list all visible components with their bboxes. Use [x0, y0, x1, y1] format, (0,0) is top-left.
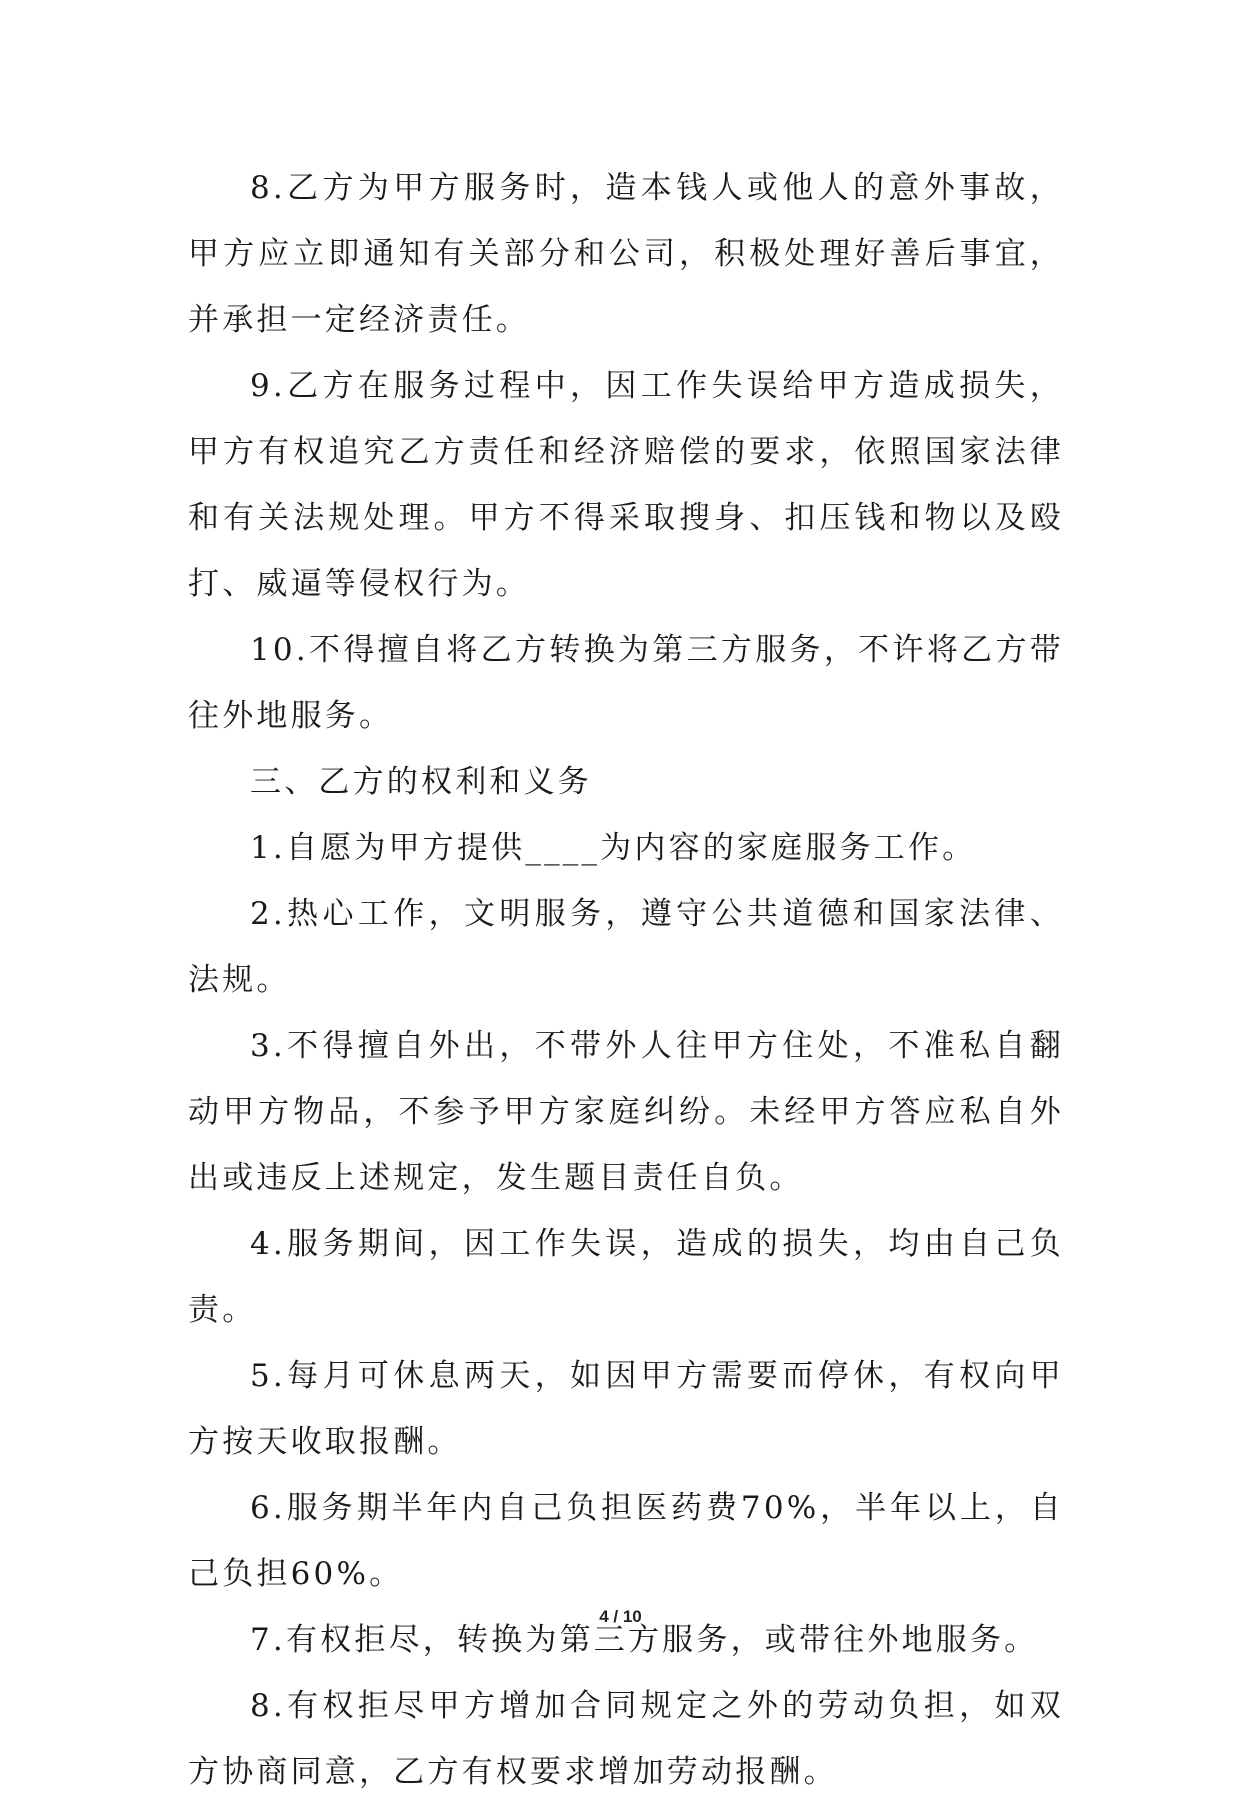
document-body: [188, 155, 1064, 1805]
paragraph-rest-days: 5.每月可休息两天，如因甲方需要而停休，有权向甲方按天收取报酬。: [188, 1358, 1064, 1460]
paragraph-no-transfer: 10.不得擅自将乙方转换为第三方服务，不许将乙方带往外地服务。: [188, 632, 1064, 734]
paragraph-voluntary-service: 1.自愿为甲方提供____为内容的家庭服务工作。: [250, 830, 977, 866]
paragraph-own-fault: 4.服务期间，因工作失误，造成的损失，均由自己负责。: [188, 1226, 1064, 1328]
paragraph-party-b-accident: 8.乙方为甲方服务时，造本钱人或他人的意外事故，甲方应立即通知有关部分和公司，积极处理好善后事宜，并承担一定经济责任。: [188, 170, 1064, 338]
section-heading-party-b-rights: 三、乙方的权利和义务: [250, 764, 592, 800]
paragraph-work-ethic: 2.热心工作，文明服务，遵守公共道德和国家法律、法规。: [188, 896, 1064, 998]
page-number: 4 / 10: [599, 1607, 642, 1626]
paragraph-medical-costs: 6.服务期半年内自己负担医药费70%，半年以上，自己负担60%。: [188, 1490, 1064, 1592]
paragraph-no-going-out: 3.不得擅自外出，不带外人往甲方住处，不准私自翻动甲方物品，不参予甲方家庭纠纷。未经甲方答应私自外出或违反上述规定，发生题目责任自负。: [188, 1028, 1064, 1196]
paragraph-right-to-refuse-transfer: 7.有权拒尽，转换为第三方服务，或带往外地服务。: [250, 1622, 1039, 1658]
paragraph-party-b-loss: 9.乙方在服务过程中，因工作失误给甲方造成损失，甲方有权追究乙方责任和经济赔偿的要求，依照国家法律和有关法规处理。甲方不得采取搜身、扣压钱和物以及殴打、威逼等侵权行为。: [188, 368, 1064, 602]
paragraph-right-to-refuse-extra-work: 8.有权拒尽甲方增加合同规定之外的劳动负担，如双方协商同意，乙方有权要求增加劳动报酬。: [188, 1688, 1064, 1790]
